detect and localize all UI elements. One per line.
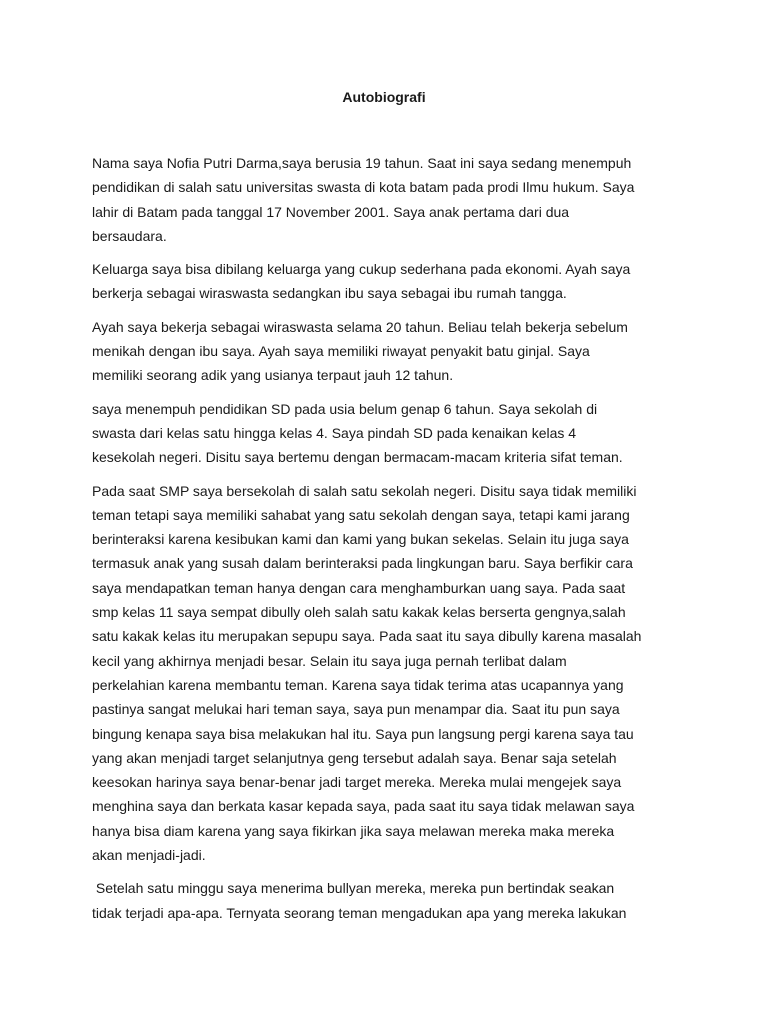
text-line: saya mendapatkan teman hanya dengan cara menghamburkan uang saya. Pada saat <box>92 579 626 596</box>
text-line: menghina saya dan berkata kasar kepada saya, pada saat itu saya tidak melawan saya <box>92 798 635 815</box>
paragraph-4 <box>92 397 692 470</box>
paragraph-5 <box>92 479 692 868</box>
text-line: swasta dari kelas satu hingga kelas 4. Saya pindah SD pada kenaikan kelas 4 <box>92 424 577 441</box>
text-line: yang akan menjadi target selanjutnya geng tersebut adalah saya. Benar saja setelah <box>92 749 617 766</box>
paragraph-6 <box>92 876 692 925</box>
text-line: lahir di Batam pada tanggal 17 November 2001. Saya anak pertama dari dua <box>92 203 570 220</box>
document-title: Autobiografi <box>342 89 426 105</box>
text-line: tidak terjadi apa-apa. Ternyata seorang teman mengadukan apa yang mereka lakukan <box>92 904 627 921</box>
document-body <box>92 151 692 934</box>
text-line: kecil yang akhirnya menjadi besar. Selain itu saya juga pernah terlibat dalam <box>92 652 567 669</box>
text-line: smp kelas 11 saya sempat dibully oleh salah satu kakak kelas berserta gengnya,salah <box>92 604 626 621</box>
text-line: berinteraksi karena kesibukan kami dan kami yang bukan sekelas. Selain itu juga saya <box>92 531 629 548</box>
text-line: teman tetapi saya memiliki sahabat yang satu sekolah dengan saya, tetapi kami jarang <box>92 506 630 523</box>
text-line: pendidikan di salah satu universitas swasta di kota batam pada prodi Ilmu hukum. Saya <box>92 179 635 196</box>
text-line: satu kakak kelas itu merupakan sepupu saya. Pada saat itu saya dibully karena masalah <box>92 628 642 645</box>
paragraph-1 <box>92 151 692 248</box>
text-line: memiliki seorang adik yang usianya terpaut jauh 12 tahun. <box>92 367 454 384</box>
text-line: Keluarga saya bisa dibilang keluarga yang cukup sederhana pada ekonomi. Ayah saya <box>92 261 631 278</box>
text-line: hanya bisa diam karena yang saya fikirkan jika saya melawan mereka maka mereka <box>92 822 615 839</box>
text-line: menikah dengan ibu saya. Ayah saya memiliki riwayat penyakit batu ginjal. Saya <box>92 343 590 360</box>
text-line: bingung kenapa saya bisa melakukan hal itu. Saya pun langsung pergi karena saya tau <box>92 725 634 742</box>
text-line: Pada saat SMP saya bersekolah di salah satu sekolah negeri. Disitu saya tidak memiliki <box>92 482 637 499</box>
text-line: akan menjadi-jadi. <box>92 847 206 864</box>
text-line: Setelah satu minggu saya menerima bullyan mereka, mereka pun bertindak seakan <box>92 880 615 897</box>
text-line: perkelahian karena membantu teman. Karena saya tidak terima atas ucapannya yang <box>92 676 624 693</box>
text-line: bersaudara. <box>92 227 167 244</box>
paragraph-3 <box>92 315 692 388</box>
text-line: kesekolah negeri. Disitu saya bertemu dengan bermacam-macam kriteria sifat teman. <box>92 449 623 466</box>
text-line: saya menempuh pendidikan SD pada usia belum genap 6 tahun. Saya sekolah di <box>92 400 598 417</box>
text-line: Ayah saya bekerja sebagai wiraswasta selama 20 tahun. Beliau telah bekerja sebelum <box>92 318 628 335</box>
text-line: keesokan harinya saya benar-benar jadi target mereka. Mereka mulai mengejek saya <box>92 774 622 791</box>
text-line: berkerja sebagai wiraswasta sedangkan ibu saya sebagai ibu rumah tangga. <box>92 285 567 302</box>
text-line: Nama saya Nofia Putri Darma,saya berusia 19 tahun. Saat ini saya sedang menempuh <box>92 155 632 171</box>
text-line: pastinya sangat melukai hari teman saya, saya pun menampar dia. Saat itu pun saya <box>92 701 620 718</box>
paragraph-2 <box>92 257 692 306</box>
text-line: termasuk anak yang susah dalam berinteraksi pada lingkungan baru. Saya berfikir cara <box>92 555 633 572</box>
